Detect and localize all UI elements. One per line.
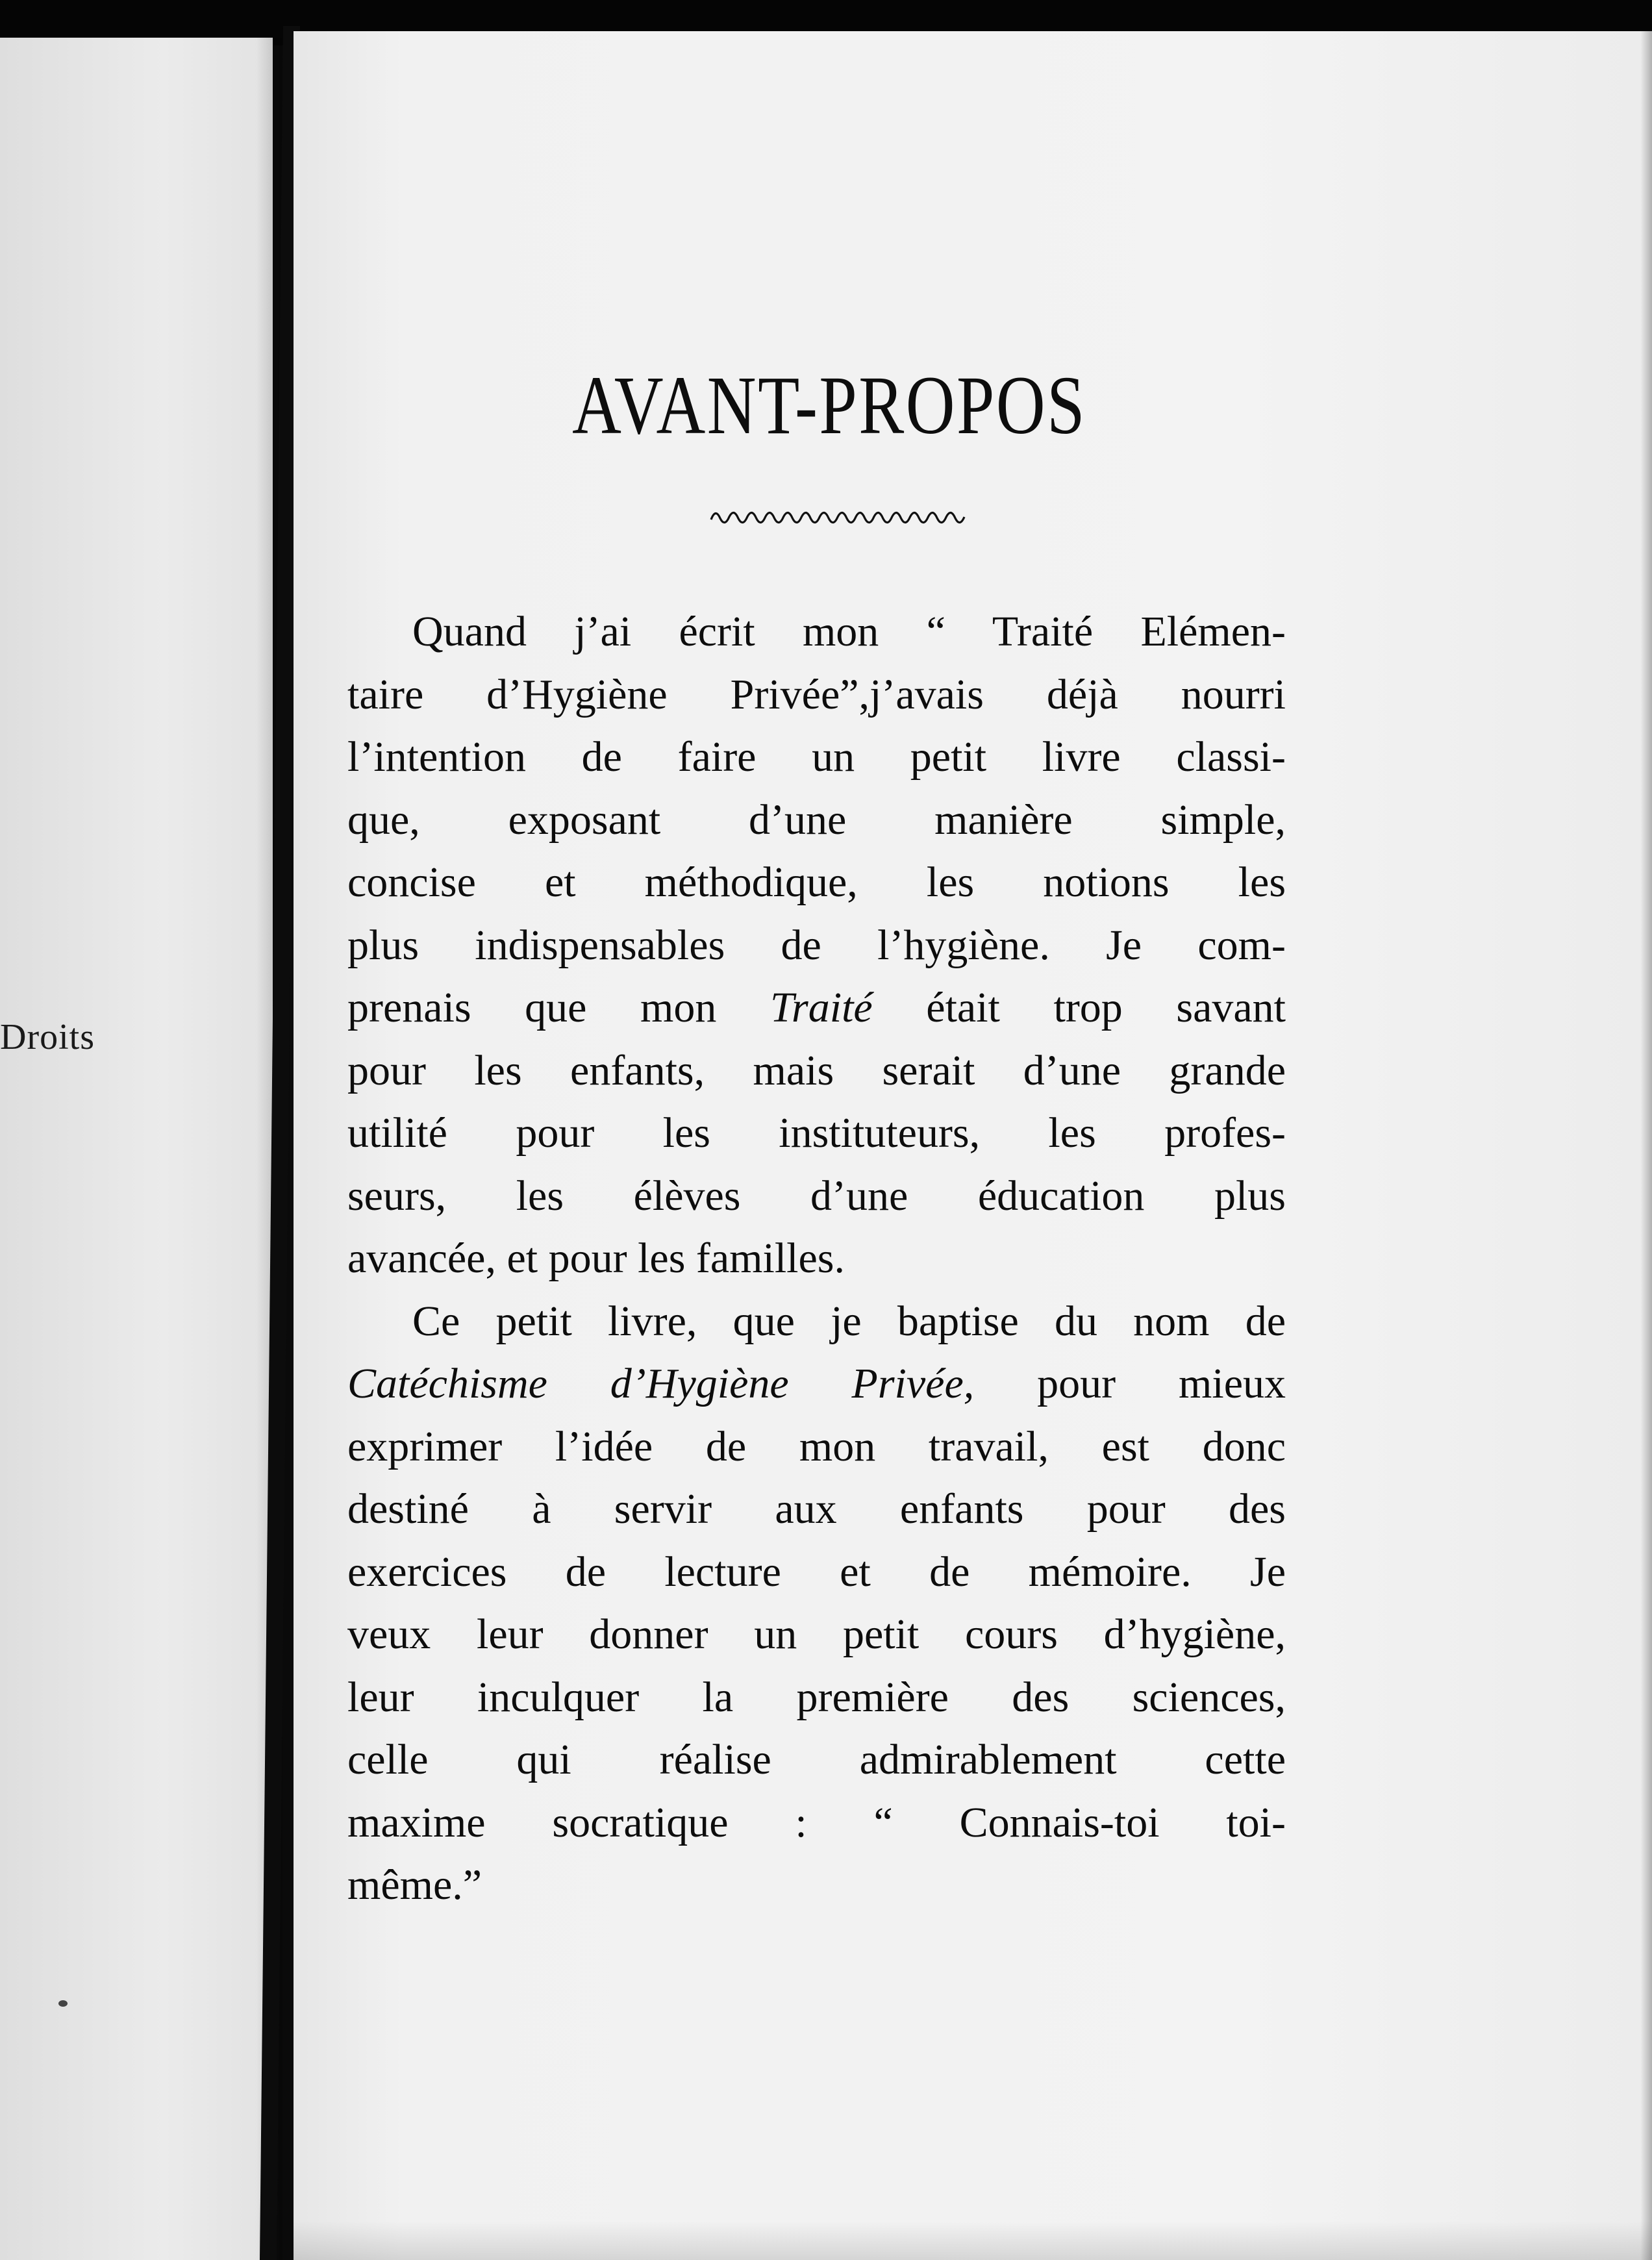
paragraph-2 bbox=[347, 1290, 1286, 1917]
text-line: maxime socratique : “ Connais-toi toi- bbox=[347, 1798, 1286, 1846]
text-run: était trop savant bbox=[872, 984, 1286, 1031]
text-line: concise et méthodique, les notions les bbox=[347, 859, 1286, 906]
italic-title-traite: Traité bbox=[770, 984, 873, 1031]
text-line: taire d’Hygiène Privée”,j’avais déjà nourri bbox=[347, 670, 1286, 718]
text-line: plus indispensables de l’hygiène. Je com- bbox=[347, 921, 1286, 969]
text-line: exprimer l’idée de mon travail, est donc bbox=[347, 1422, 1286, 1470]
text-line: seurs, les élèves d’une éducation plus bbox=[347, 1172, 1286, 1220]
paragraph-1 bbox=[347, 601, 1286, 1290]
text-line-with-italic bbox=[347, 1353, 1286, 1416]
text-run: pour mieux bbox=[974, 1360, 1286, 1407]
paper-speck bbox=[58, 2000, 68, 2007]
text-line: même.” bbox=[347, 1861, 482, 1909]
wavy-rule-ornament bbox=[708, 500, 968, 533]
text-line: l’intention de faire un petit livre classi- bbox=[347, 733, 1286, 781]
text-line: utilité pour les instituteurs, les profes- bbox=[347, 1109, 1286, 1157]
text-line: Ce petit livre, que je baptise du nom de bbox=[412, 1297, 1286, 1345]
preface-text bbox=[347, 601, 1286, 1917]
italic-book-title: Catéchisme d’Hygiène Privée, bbox=[347, 1360, 975, 1407]
text-line: Quand j’ai écrit mon “ Traité Elémen- bbox=[412, 608, 1286, 655]
left-facing-page bbox=[0, 38, 273, 2260]
text-line: leur inculquer la première des sciences, bbox=[347, 1673, 1286, 1721]
page-bottom-edge bbox=[294, 2221, 1652, 2260]
left-page-margin-text: Droits bbox=[0, 1017, 95, 1057]
text-run: prenais que mon bbox=[347, 984, 770, 1031]
page-title: AVANT-PROPOS bbox=[572, 359, 1086, 451]
text-line: pour les enfants, mais serait d’une grande bbox=[347, 1046, 1286, 1094]
page-right-edge bbox=[1640, 31, 1652, 2260]
text-line: exercices de lecture et de mémoire. Je bbox=[347, 1548, 1286, 1596]
text-line: que, exposant d’une manière simple, bbox=[347, 796, 1286, 844]
text-line-with-italic bbox=[347, 977, 1286, 1040]
text-line: celle qui réalise admirablement cette bbox=[347, 1736, 1286, 1783]
text-line: veux leur donner un petit cours d’hygiène, bbox=[347, 1611, 1286, 1658]
text-line: avancée, et pour les familles. bbox=[347, 1235, 845, 1282]
text-line: destiné à servir aux enfants pour des bbox=[347, 1485, 1286, 1533]
